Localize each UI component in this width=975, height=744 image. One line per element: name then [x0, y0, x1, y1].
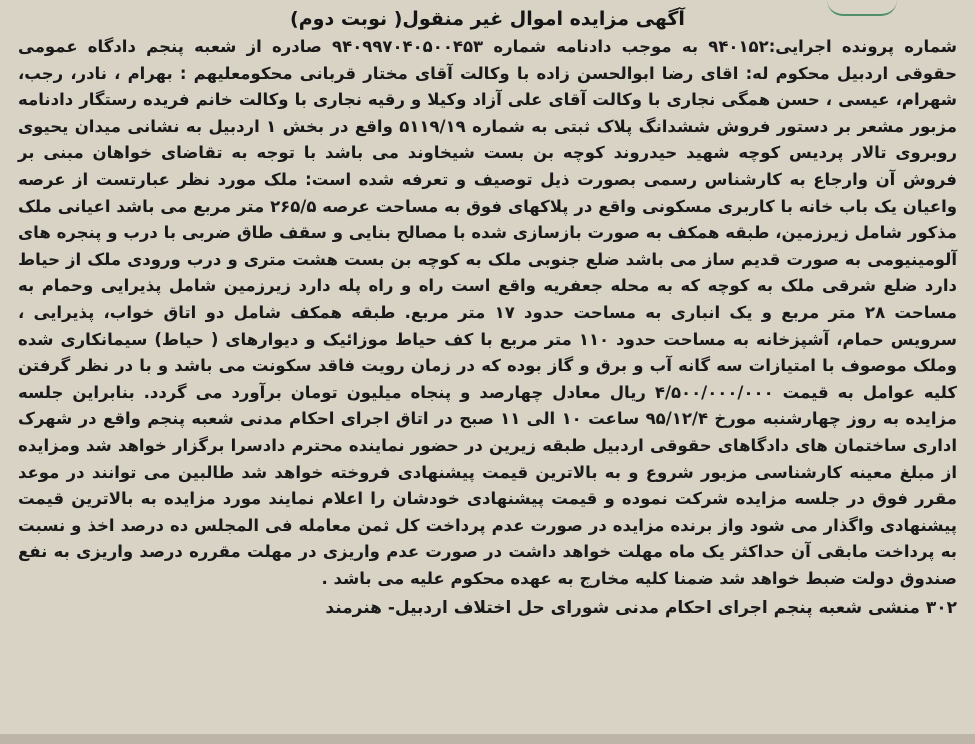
- bottom-edge: [0, 734, 975, 744]
- notice-title: آگهی مزایده اموال غیر منقول( نوبت دوم): [290, 8, 685, 30]
- corner-stamp-mark: [827, 0, 897, 16]
- notice-paragraph: شماره پرونده اجرایی:۹۴۰۱۵۲ به موجب دادنامه شماره ۹۴۰۹۹۷۰۴۰۵۰۰۴۵۳ صادره از شعبه پنجم دادگاه عمومی حقوقی اردبیل محکوم له: اقای رضا ابوالحسن زاده با وکالت آقای مختار قربانی محکومعلیهم : بهرام ، نادر، رجب، شهرام، عیسی ، حسن همگی نجاری با وکالت آقای علی آزاد وکیلا و رقیه نجاری با وکالت خانم فریده رستگار دادنامه مزبور مشعر بر دستور فروش ششدانگ پلاک ثبتی به شماره ۵۱۱۹/۱۹ واقع در بخش ۱ اردبیل به نشانی میدان یحیوی روبروی تالار پردیس کوچه شهید حیدروند کوچه بن بست شیخاوند می باشد با توجه به تقاضای خواهان مبنی بر فروش آن وارجاع به کارشناس رسمی بصورت ذیل توصیف و تعرفه شده است: ملک مورد نظر عبارتست از عرصه واعیان یک باب خانه با کاربری مسکونی واقع در پلاکهای فوق به مساحت عرصه ۲۶۵/۵ متر مربع می باشد اعیانی ملک مذکور شامل زیرزمین، طبقه همکف به صورت بازسازی شده با مصالح بنایی و سقف طاق ضربی با درب و پنجره های آلومینیومی به صورت قدیم ساز می باشد ضلع جنوبی ملک به کوچه بن بست هشت متری و درب ورودی ملک از حیاط دارد ضلع شرقی ملک به کوچه که به محله جعفریه واقع است راه و راه پله دارد زیرزمین شامل پذیرایی وحمام به مساحت ۲۸ متر مربع و یک انباری به مساحت حدود ۱۷ متر مربع. طبقه همکف شامل دو اتاق خواب، پذیرایی ، سرویس حمام، آشپزخانه به مساحت حدود ۱۱۰ متر مربع با کف حیاط موزائیک و دیوارهای ( حیاط) سیمانکاری شده وملک موصوف با امتیازات سه گانه آب و برق و گاز بوده که در زمان رویت فاقد سکونت می باشد و با در نظر گرفتن کلیه عوامل به قیمت ۴/۵۰۰/۰۰۰/۰۰۰ ریال معادل چهارصد و پنجاه میلیون تومان برآورد می گردد. بنابراین جلسه مزایده به روز چهارشنبه مورخ ۹۵/۱۲/۴ ساعت ۱۰ الی ۱۱ صبح در اتاق اجرای احکام مدنی شعبه پنجم واقع در شهرک اداری ساختمان های دادگاهای حقوقی اردبیل طبقه زیرین در حضور نماینده محترم دادسرا برگزار خواهد شد ومزایده از مبلغ معینه کارشناسی مزبور شروع و به بالاترین قیمت پیشنهادی فروخته خواهد شد طالبین می توانند در موعد مقرر فوق در جلسه مزایده شرکت نموده و قیمت پیشنهادی خودشان را اعلام نمایند مورد مزایده به بالاترین قیمت پیشنهادی واگذار می شود واز برنده مزایده در صورت عدم پرداخت کل ثمن معامله فی المجلس ده درصد اخذ و نسبت به پرداخت مابقی آن حداکثر یک ماه مهلت خواهد داشت در صورت عدم واریزی در مهلت مقرره درصد واریزی به نفع صندوق دولت ضبط خواهد شد ضمنا کلیه مخارج به عهده محکوم علیه می باشد .: [18, 37, 957, 588]
- notice-signature: ۳۰۲ منشی شعبه پنجم اجرای احکام مدنی شورای حل اختلاف اردبیل- هنرمند: [325, 598, 957, 619]
- notice-body: [18, 34, 957, 592]
